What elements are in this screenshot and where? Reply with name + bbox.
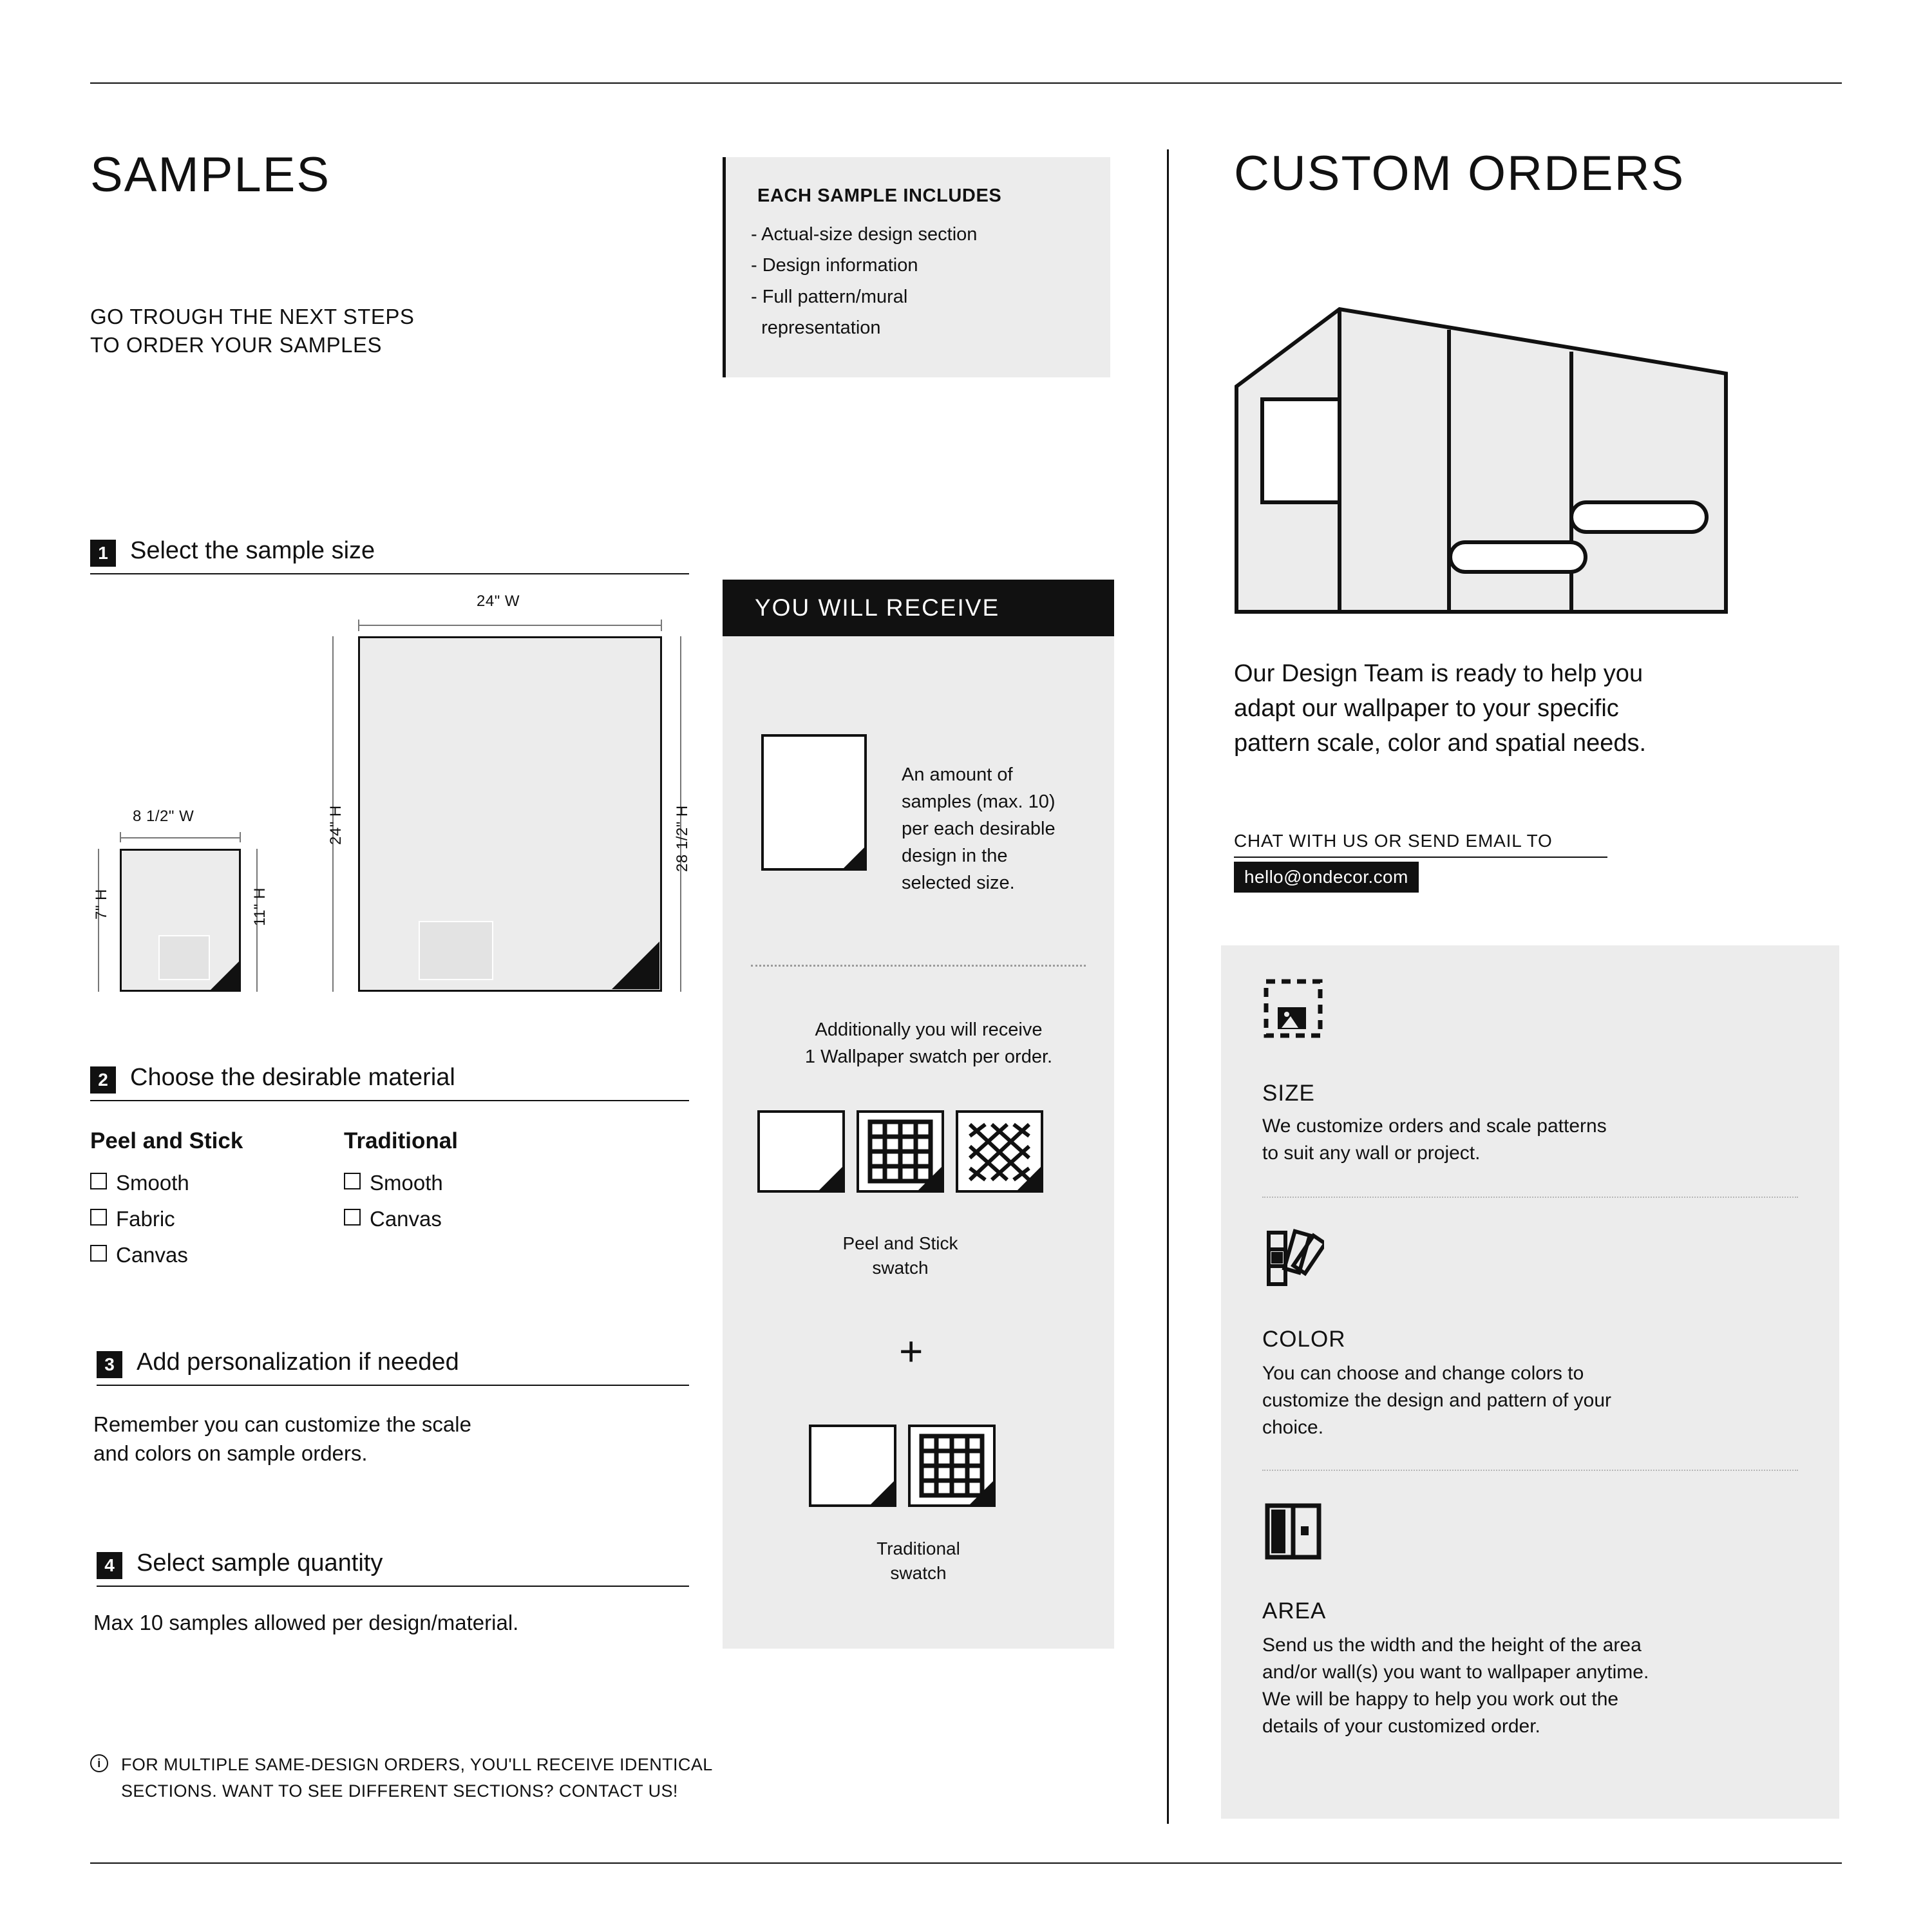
samples-subtitle-line2: TO ORDER YOUR SAMPLES (90, 332, 383, 357)
step-3-header (97, 1351, 689, 1379)
material-option-trad-smooth[interactable] (344, 1171, 443, 1195)
step-4-label: Select sample quantity (137, 1549, 383, 1577)
large-width-tick-left (358, 620, 359, 631)
large-height-left-label: 24" H (327, 805, 345, 845)
small-width-dim-line (120, 837, 241, 838)
step-1-underline (90, 573, 689, 574)
samples-subtitle-line1: GO TROUGH THE NEXT STEPS (90, 305, 415, 328)
includes-list (751, 219, 977, 344)
step-4-underline (97, 1586, 689, 1587)
step-4-number: 4 (97, 1552, 122, 1579)
peel-swatch-grid-fold (918, 1167, 942, 1190)
color-swatch-fan-icon (1262, 1227, 1324, 1289)
material-option-trad-canvas[interactable] (344, 1207, 442, 1231)
small-width-label: 8 1/2" W (133, 808, 194, 825)
sample-amount-line: samples (max. 10) (902, 791, 1056, 813)
peel-swatch-plain-fold (819, 1167, 842, 1190)
peel-caption-line1: Peel and Stick (842, 1233, 958, 1253)
additional-line2: 1 Wallpaper swatch per order. (804, 1046, 1053, 1068)
email-link[interactable]: hello@ondecor.com (1234, 862, 1419, 893)
material-option-peel-smooth[interactable] (90, 1171, 189, 1195)
step-3-label: Add personalization if needed (137, 1349, 459, 1376)
step-3-number: 3 (97, 1351, 122, 1378)
material-label: Canvas (116, 1243, 188, 1267)
traditional-swatch-plain-fold (871, 1481, 894, 1504)
feature-color-body (1262, 1360, 1790, 1441)
chat-underline (1234, 857, 1607, 858)
includes-item: representation (751, 317, 881, 339)
material-label: Smooth (370, 1171, 443, 1195)
traditional-swatch-caption (822, 1537, 1015, 1586)
includes-item: - Full pattern/mural (751, 286, 908, 307)
step-3-body (93, 1410, 471, 1468)
custom-orders-paragraph (1234, 657, 1826, 761)
feature-size-line2: to suit any wall or project. (1262, 1142, 1481, 1164)
includes-item: - Design information (751, 255, 918, 276)
step-1-header (90, 537, 689, 568)
image-frame-icon (1262, 978, 1324, 1039)
includes-title: EACH SAMPLE INCLUDES (757, 185, 1002, 206)
step-3-body-line2: and colors on sample orders. (93, 1441, 368, 1465)
feature-color-line1: You can choose and change colors to (1262, 1363, 1584, 1384)
sample-sheet-corner-fold (841, 845, 867, 871)
step-2-label: Choose the desirable material (130, 1064, 455, 1091)
traditional-swatch-grid-fold (970, 1481, 993, 1504)
checkbox-peel-canvas[interactable] (90, 1245, 107, 1262)
custom-orders-title: CUSTOM ORDERS (1234, 146, 1685, 201)
step-4-body: Max 10 samples allowed per design/material. (93, 1611, 519, 1634)
checkbox-peel-smooth[interactable] (90, 1173, 107, 1189)
feature-area-line4: details of your customized order. (1262, 1716, 1540, 1737)
includes-accent-bar (723, 157, 726, 377)
large-height-right-label: 28 1/2" H (674, 805, 691, 872)
sample-amount-line: design in the (902, 846, 1008, 867)
large-sheet-swatch-block (419, 921, 493, 980)
top-rule (90, 82, 1842, 84)
bottom-rule (90, 1862, 1842, 1864)
large-sheet-corner-fold (612, 942, 659, 989)
info-icon: i (90, 1754, 108, 1772)
material-label: Fabric (116, 1207, 175, 1231)
sample-amount-line: selected size. (902, 873, 1015, 894)
small-width-tick-right (240, 832, 241, 842)
feature-color-line2: customize the design and pattern of your (1262, 1390, 1611, 1411)
additional-line1: Additionally you will receive (815, 1019, 1043, 1040)
custom-para-line3: pattern scale, color and spatial needs. (1234, 729, 1647, 757)
peel-swatch-caption (804, 1231, 997, 1280)
column-divider (1167, 149, 1169, 1824)
samples-subtitle (90, 303, 414, 359)
small-height-left-label: 7" H (93, 889, 110, 920)
small-height-left-dim-line (98, 849, 99, 992)
includes-item: - Actual-size design section (751, 224, 978, 245)
chat-label: CHAT WITH US OR SEND EMAIL TO (1234, 831, 1553, 851)
small-height-right-label: 11" H (251, 887, 269, 926)
checkbox-peel-fabric[interactable] (90, 1209, 107, 1226)
feature-color-line3: choice. (1262, 1417, 1324, 1438)
feature-color-title: COLOR (1262, 1327, 1346, 1352)
feature-area-line1: Send us the width and the height of the area (1262, 1634, 1642, 1656)
custom-para-line1: Our Design Team is ready to help you (1234, 660, 1643, 687)
step-1-number: 1 (90, 540, 116, 567)
material-option-peel-canvas[interactable] (90, 1243, 188, 1267)
step-3-underline (97, 1385, 689, 1386)
feature-area-body (1262, 1632, 1790, 1740)
checkbox-trad-canvas[interactable] (344, 1209, 361, 1226)
material-col1-title: Peel and Stick (90, 1128, 243, 1153)
room-wallpaper-illustration (1224, 303, 1739, 638)
step-3-body-line1: Remember you can customize the scale (93, 1412, 471, 1436)
feature-size-body (1262, 1113, 1790, 1167)
feature-separator-2 (1262, 1470, 1798, 1471)
peel-caption-line2: swatch (872, 1257, 929, 1278)
samples-title: SAMPLES (90, 147, 331, 202)
small-sheet-corner-fold (209, 961, 240, 992)
sample-amount-line: per each desirable (902, 819, 1056, 840)
small-sheet-swatch-block (158, 935, 210, 980)
material-option-peel-fabric[interactable] (90, 1207, 175, 1231)
large-width-tick-right (661, 620, 662, 631)
feature-area-line2: and/or wall(s) you want to wallpaper anytime. (1262, 1662, 1649, 1683)
plus-icon: + (899, 1328, 923, 1374)
traditional-caption-line2: swatch (890, 1562, 947, 1583)
step-2-header (90, 1066, 689, 1095)
checkbox-trad-smooth[interactable] (344, 1173, 361, 1189)
step-4-header (97, 1549, 689, 1580)
additional-swatch-text (761, 1016, 1096, 1070)
footnote-line1: FOR MULTIPLE SAME-DESIGN ORDERS, YOU'LL RECEIVE IDENTICAL (121, 1755, 713, 1774)
footnote-line2: SECTIONS. WANT TO SEE DIFFERENT SECTIONS? CONTACT US! (121, 1781, 678, 1801)
sample-amount-text (902, 761, 1095, 896)
material-label: Smooth (116, 1171, 189, 1195)
large-sample-sheet (358, 636, 662, 992)
material-label: Canvas (370, 1207, 442, 1231)
you-will-receive-header: YOU WILL RECEIVE (723, 580, 1114, 636)
custom-para-line2: adapt our wallpaper to your specific (1234, 694, 1619, 722)
wall-panels-icon (1262, 1501, 1324, 1562)
feature-area-line3: We will be happy to help you work out the (1262, 1689, 1619, 1710)
step-2-number: 2 (90, 1066, 116, 1094)
material-col2-title: Traditional (344, 1128, 458, 1153)
traditional-caption-line1: Traditional (876, 1539, 960, 1558)
sample-amount-line: An amount of (902, 764, 1013, 785)
large-width-dim-line (358, 625, 662, 626)
large-width-label: 24" W (477, 592, 520, 610)
receive-separator (751, 965, 1086, 967)
feature-area-title: AREA (1262, 1598, 1327, 1624)
feature-size-line1: We customize orders and scale patterns (1262, 1115, 1607, 1137)
step-2-underline (90, 1100, 689, 1101)
peel-swatch-diagonal-fold (1018, 1167, 1041, 1190)
feature-separator-1 (1262, 1197, 1798, 1198)
step-1-label: Select the sample size (130, 537, 375, 564)
feature-size-title: SIZE (1262, 1081, 1315, 1106)
footnote (90, 1752, 713, 1804)
small-width-tick-left (120, 832, 121, 842)
